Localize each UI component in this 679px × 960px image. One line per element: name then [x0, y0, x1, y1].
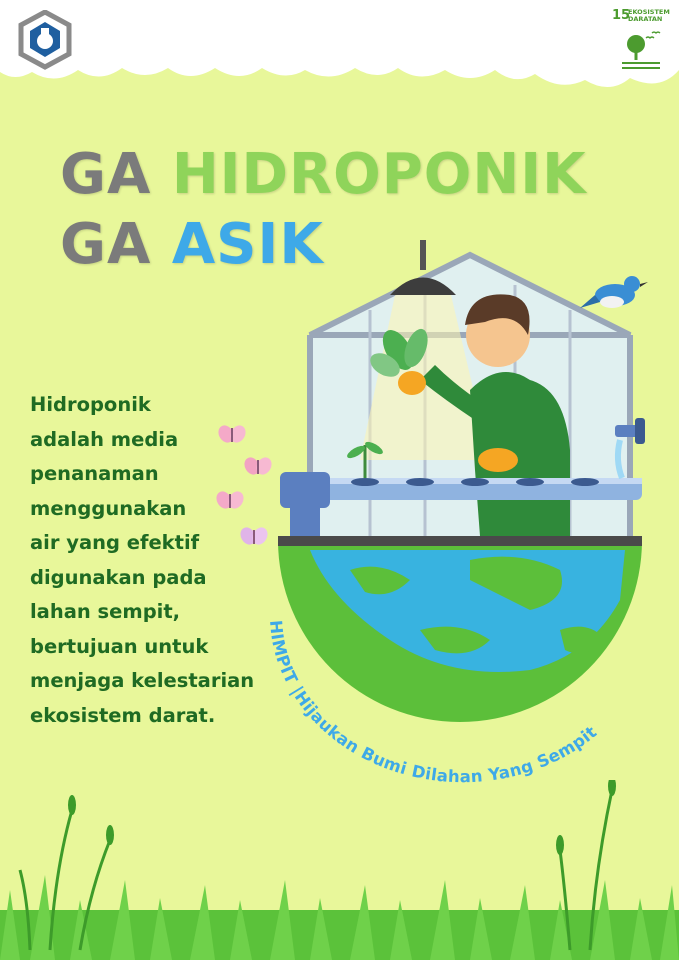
headline-ga-2: GA	[60, 212, 172, 277]
svg-text:HIMPIT |Hijaukan Bumi Dilahan	[266, 619, 600, 786]
org-logo-icon	[18, 10, 72, 70]
tree-icon	[618, 28, 664, 72]
description-line: menggunakan	[30, 496, 187, 520]
sdg-label	[628, 9, 668, 23]
butterfly-icon	[237, 525, 270, 548]
description-line: digunakan pada	[30, 565, 207, 589]
description-line: adalah media	[30, 427, 179, 451]
description-line: air yang efektif	[30, 531, 200, 554]
butterfly-icon	[213, 489, 246, 512]
headline-hidroponik: HIDROPONIK	[171, 142, 587, 207]
description-line: menjaga kelestarian	[30, 669, 255, 692]
sdg-number: 15	[612, 8, 631, 23]
headline-ga-1: GA	[60, 142, 172, 207]
description-line: bertujuan untuk	[30, 634, 209, 658]
description-line: ekosistem darat.	[30, 703, 216, 727]
grass-footer	[0, 780, 679, 960]
description-line: lahan sempit,	[30, 600, 181, 623]
tagline-text: HIMPIT |Hijaukan Bumi Dilahan Yang Sempit	[265, 619, 601, 787]
butterfly-icon	[215, 423, 248, 446]
headline-line1	[60, 140, 586, 210]
sdg-label-line2: DARATAN	[628, 15, 663, 23]
headline-asik: ASIK	[171, 212, 324, 277]
bird-icon	[580, 276, 648, 308]
description-line: penanaman	[30, 462, 159, 485]
cloud-band	[0, 0, 679, 90]
tagline-arc	[250, 560, 679, 790]
sdg-label-line1: EKOSISTEM	[628, 8, 670, 16]
sdg-badge	[604, 4, 670, 74]
description-line: Hidroponik	[30, 393, 151, 416]
